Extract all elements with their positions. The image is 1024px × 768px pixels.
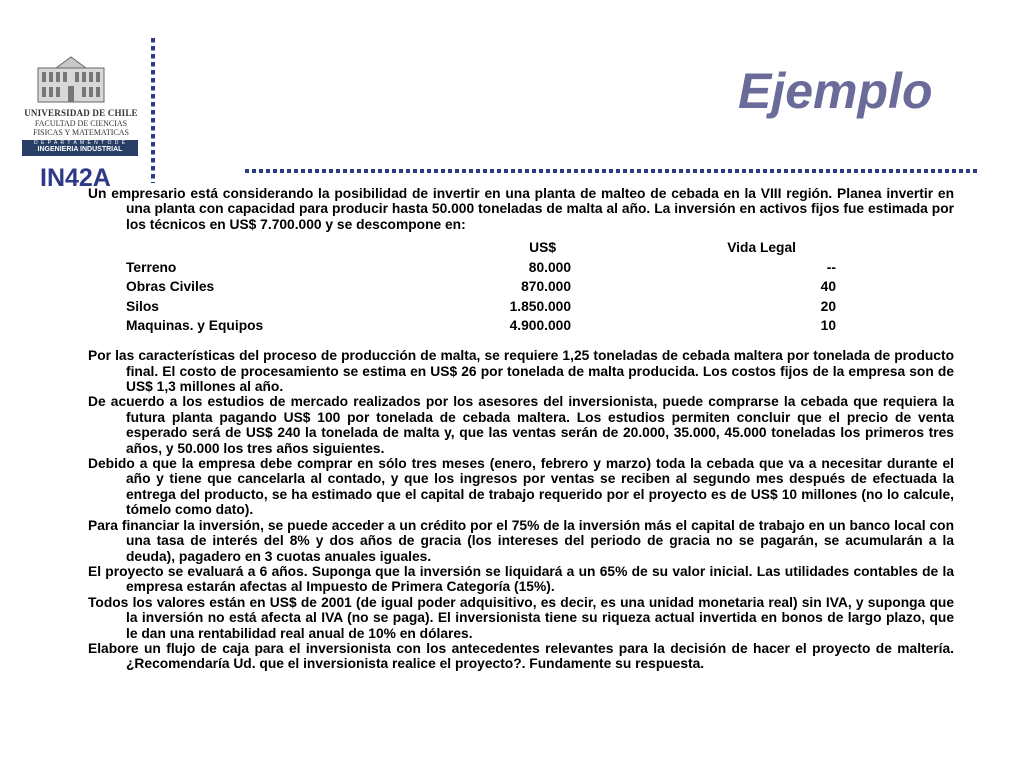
investment-table: [126, 240, 954, 336]
paragraph-market: De acuerdo a los estudios de mercado realizados por los asesores del inversionista, puede comprarse la cebada que requiera la futura planta pagando US$ 100 por tonelada de cebada maltera. Los estudios permiten concluir que el precio de venta esperado será de US$ 240 la tonelada de malta y, que las ventas serán de 20.000, 35.000, 45.000 toneladas los primeros tres años, y 50.000 los tres años siguientes.: [88, 394, 954, 456]
table-cell-item: Silos: [126, 298, 159, 314]
table-cell-life: 10: [820, 318, 836, 334]
paragraph-evaluation: El proyecto se evaluará a 6 años. Suponga que la inversión se liquidará a un 65% de su valor inicial. Las utilidades contables de la empresa estarán afectas al Impuesto de Primera Categoría (15%).: [88, 563, 954, 595]
table-header-usd: US$: [529, 240, 556, 256]
table-cell-item: Terreno: [126, 259, 177, 275]
table-row: [126, 260, 954, 280]
table-cell-life: --: [826, 259, 836, 275]
paragraph-process: Por las características del proceso de producción de malta, se requiere 1,25 toneladas de cebada maltera por tonelada de producto final. El costo de procesamiento se estima en US$ 26 por tonelada de malta producida. Los costos fijos de la empresa son de US$ 1,3 millones al año.: [88, 348, 954, 395]
paragraph-assumptions: Todos los valores están en US$ de 2001 (de igual poder adquisitivo, es decir, es una unidad monetaria real) sin IVA, y suponga que la inversión no está afecta al IVA (no se paga). El inversionista tiene su riqueza actual invertida en bonos de largo plazo, que le dan una rentabilidad real anual de 10% en dólares.: [88, 594, 954, 641]
table-cell-usd: 80.000: [528, 259, 571, 275]
paragraph-working-capital: Debido a que la empresa debe comprar en sólo tres meses (enero, febrero y marzo) toda la cebada que va a necesitar durante el año y tiene que cancelarla al contado, y que los ingresos por ventas se reciben al segundo mes después de efectuada la entrega del producto, se ha estimado que el capital de trabajo requerido por el proyecto es de US$ 10 millones (no lo calcule, tómelo como dato).: [88, 456, 954, 518]
department-bar: [22, 140, 138, 156]
university-building-icon: [36, 54, 106, 104]
table-row: [126, 299, 954, 319]
vertical-dotted-divider: [151, 38, 155, 183]
course-code: IN42A: [40, 164, 111, 192]
table-cell-item: Maquinas. y Equipos: [126, 318, 264, 334]
table-cell-life: 20: [820, 298, 836, 314]
slide-content: [88, 186, 954, 672]
department-label: D E P A R T A M E N T O D E: [33, 140, 127, 146]
table-cell-usd: 1.850.000: [509, 298, 571, 314]
table-cell-item: Obras Civiles: [126, 279, 215, 295]
intro-paragraph: Un empresario está considerando la posibilidad de invertir en una planta de malteo de cebada en la VIII región. Planea invertir en una planta con capacidad para producir hasta 50.000 toneladas de malta al año. La inversión en activos fijos fue estimada por los técnicos en US$ 7.700.000 y se descompone en:: [88, 186, 954, 232]
table-cell-life: 40: [820, 279, 836, 295]
horizontal-dotted-divider: [245, 169, 977, 173]
faculty-line-2: FISICAS Y MATEMATICAS: [33, 128, 129, 137]
table-header-row: [126, 240, 954, 260]
paragraph-task: Elabore un flujo de caja para el inversionista con los antecedentes relevantes para la decisión de hacer el proyecto de maltería. ¿Recomendaría Ud. que el inversionista realice el proyecto?. Fundamente su respuesta.: [88, 640, 954, 672]
table-header-life: Vida Legal: [727, 240, 796, 256]
paragraph-financing: Para financiar la inversión, se puede acceder a un crédito por el 75% de la inversión más el capital de trabajo en un banco local con una tasa de interés del 8% y dos años de gracia (los intereses del periodo de gracia no se pagarán, se acumularán a la deuda), pagadero en 3 cuotas anuales iguales.: [88, 517, 954, 564]
faculty-line-1: FACULTAD DE CIENCIAS: [34, 119, 128, 128]
slide-title: Ejemplo: [738, 63, 933, 119]
table-cell-usd: 4.900.000: [509, 318, 571, 334]
department-name: INGENIERIA INDUSTRIAL: [37, 146, 123, 153]
faculty-name: [22, 119, 140, 137]
table-cell-usd: 870.000: [521, 279, 571, 295]
table-row: [126, 318, 954, 338]
university-name: UNIVERSIDAD DE CHILE: [24, 108, 138, 118]
table-row: [126, 279, 954, 299]
